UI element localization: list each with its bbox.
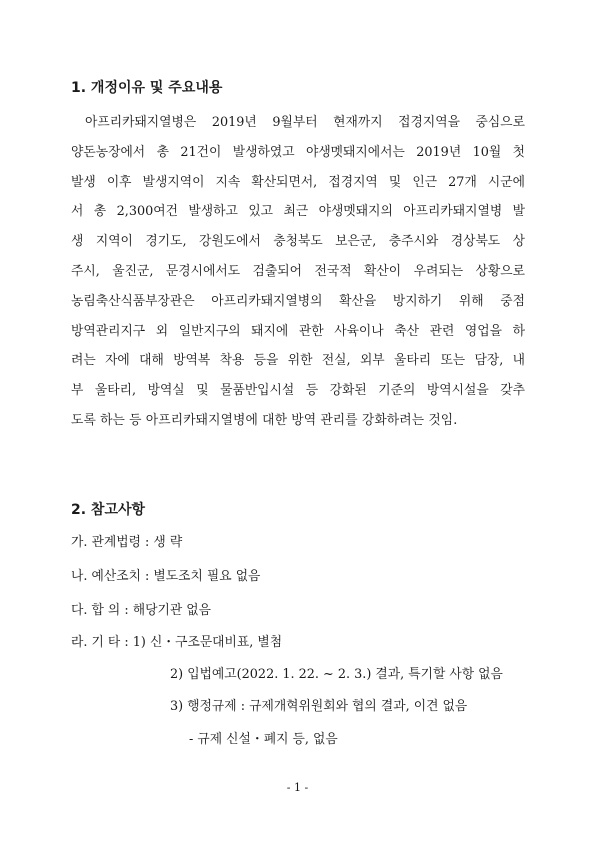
body-line: 도록 하는 등 아프리카돼지열병에 대한 방역 관리를 강화하려는 것임. xyxy=(71,412,458,428)
section1-body xyxy=(71,108,525,436)
ref-item-budget: 나. 예산조치 : 별도조치 필요 없음 xyxy=(71,569,261,584)
body-line: 려는 자에 대해 방역복 착용 등을 위한 전실, 외부 울타리 또는 담장, 내 xyxy=(71,353,525,369)
body-line: 서 총 2,300여건 발생하고 있고 최근 야생멧돼지의 아프리카돼지열병 발 xyxy=(71,204,525,220)
body-line: 발생 이후 발생지역이 지속 확산되면서, 접경지역 및 인근 27개 시군에 xyxy=(71,174,525,190)
body-line: 부 울타리, 방역실 및 물품반입시설 등 강화된 기준의 방역시설을 갖추 xyxy=(71,383,525,399)
body-line: 양돈농장에서 총 21건이 발생하였고 야생멧돼지에서는 2019년 10월 첫 xyxy=(71,144,525,160)
ref-item-other: 라. 기 타 : 1) 신・구조문대비표, 별첨 xyxy=(71,635,283,650)
ref-subitem-regulation: 3) 행정규제 : 규제개혁위원회와 협의 결과, 이견 없음 xyxy=(170,699,468,714)
body-line: 생 지역이 경기도, 강원도에서 충청북도 보은군, 충주시와 경상북도 상 xyxy=(71,234,525,250)
section2-heading: 2. 참고사항 xyxy=(71,502,146,518)
body-line: 방역관리지구 외 일반지구의 돼지에 관한 사육이나 축산 관련 영업을 하 xyxy=(71,323,525,339)
ref-subitem-legislative-notice: 2) 입법예고(2022. 1. 22. ~ 2. 3.) 결과, 특기할 사항 없음 xyxy=(170,667,503,682)
page-number: - 1 - xyxy=(286,781,309,794)
ref-item-related-law: 가. 관계법령 : 생 략 xyxy=(71,535,183,550)
body-line: 아프리카돼지열병은 2019년 9월부터 현재까지 접경지역을 중심으로 xyxy=(85,115,525,130)
ref-item-consultation: 다. 합 의 : 해당기관 없음 xyxy=(71,603,211,618)
body-line: 주시, 울진군, 문경시에서도 검출되어 전국적 확산이 우려되는 상황으로 xyxy=(71,263,525,279)
section1-heading: 1. 개정이유 및 주요내용 xyxy=(71,80,223,96)
ref-subsubitem-regulation-detail: - 규제 신설・폐지 등, 없음 xyxy=(189,732,338,747)
body-line: 농림축산식품부장관은 아프리카돼지열병의 확산을 방지하기 위해 중점 xyxy=(71,293,525,309)
